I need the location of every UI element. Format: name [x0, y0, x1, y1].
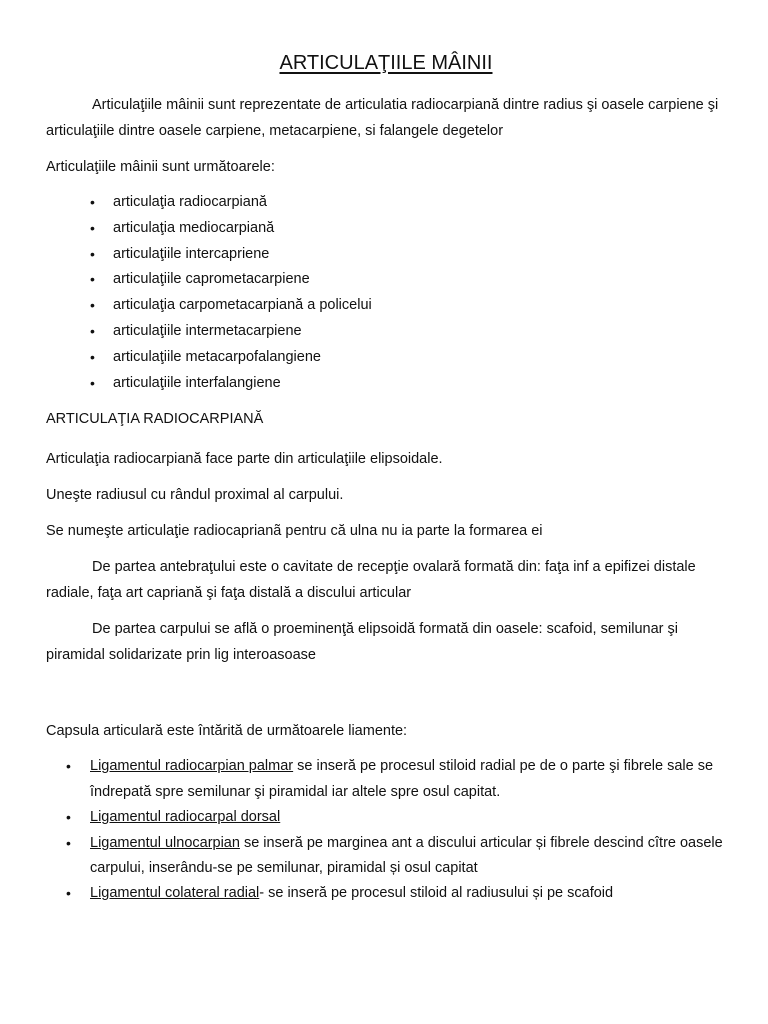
section-paragraph: Uneşte radiusul cu rândul proximal al carpului. [46, 487, 344, 504]
page-title: ARTICULAŢIILE MÂINII [279, 52, 493, 74]
bullet-icon: • [90, 245, 95, 262]
ligament-name: Ligamentul colateral radial [90, 885, 260, 902]
joints-list [46, 190, 726, 396]
ligaments-list [46, 754, 726, 906]
list-item: • articulaţia carpometacarpiană a policelui [90, 293, 726, 319]
document-page [46, 48, 726, 907]
bullet-icon: • [66, 809, 71, 826]
list-item: • articulaţiile caprometacarpiene [90, 267, 726, 293]
bullet-icon: • [90, 348, 95, 365]
bullet-icon: • [66, 758, 71, 775]
section-heading: ARTICULAŢIA RADIOCARPIANĂ [46, 411, 264, 428]
ligament-name: Ligamentul radiocarpian palmar [90, 758, 294, 775]
list-item: • articulaţiile interfalangiene [90, 371, 726, 397]
bullet-icon: • [90, 322, 95, 339]
ligament-name: Ligamentul ulnocarpian [90, 834, 240, 851]
list-item: • articulaţia mediocarpiană [90, 216, 726, 242]
section-paragraph: De partea carpului se află o proeminenţă elipsoidă formată din oasele: scafoid, semilunar şi piramidal solidarizate prin lig interoasoase [46, 621, 678, 664]
ligament-name: Ligamentul radiocarpal dorsal [90, 809, 281, 826]
intro-paragraph: Articulaţiile mâinii sunt reprezentate de articulatia radiocarpiană dintre radius şi oasele carpiene şi articulaţiile dintre oasele carpiene, metacarpiene, si falangele degetelor [46, 97, 719, 139]
list-item: • articulaţiile metacarpofalangiene [90, 345, 726, 371]
ligament-description: se inseră pe procesul stiloid radial pe de o parte şi fibrele sale se îndrepată spre semilunar şi piramidal iar altele spre osul capitat. [90, 758, 714, 800]
bullet-icon: • [90, 374, 95, 391]
list-item [66, 754, 726, 805]
list-item: • articulaţiile intermetacarpiene [90, 319, 726, 345]
section-paragraph: De partea antebraţului este o cavitate de recepţie ovalară formată din: faţa inf a epifizei distale radiale, faţa art capriană şi faţa distală a discului articular [46, 559, 696, 602]
list-item [66, 831, 726, 882]
capsule-intro: Capsula articulară este întărită de următoarele liamente: [46, 723, 408, 740]
spacer [46, 678, 726, 718]
ligament-description: - se inseră pe procesul stiloid al radiusului și pe scafoid [259, 885, 614, 902]
bullet-icon: • [90, 194, 95, 210]
bullet-icon: • [66, 885, 71, 902]
joints-list-intro: Articulaţiile mâinii sunt următoarele: [46, 159, 275, 175]
list-item [66, 805, 726, 830]
section-paragraph: Se numeşte articulaţie radiocaprianã pentru că ulna nu ia parte la formarea ei [46, 523, 543, 540]
list-item: • articulaţiile intercapriene [90, 242, 726, 268]
ligament-description: se inseră pe marginea ant a discului articular și fibrele descind cître oasele carpului, inserându-se pe semilunar, piramidal și osul capitat [90, 834, 723, 876]
bullet-icon: • [90, 297, 95, 314]
list-item: • articulaţia radiocarpiană [90, 190, 726, 216]
bullet-icon: • [66, 834, 71, 851]
bullet-icon: • [90, 219, 95, 236]
list-item [66, 881, 726, 906]
bullet-icon: • [90, 271, 95, 288]
section-paragraph: Articulaţia radiocarpiană face parte din articulaţiile elipsoidale. [46, 451, 443, 468]
